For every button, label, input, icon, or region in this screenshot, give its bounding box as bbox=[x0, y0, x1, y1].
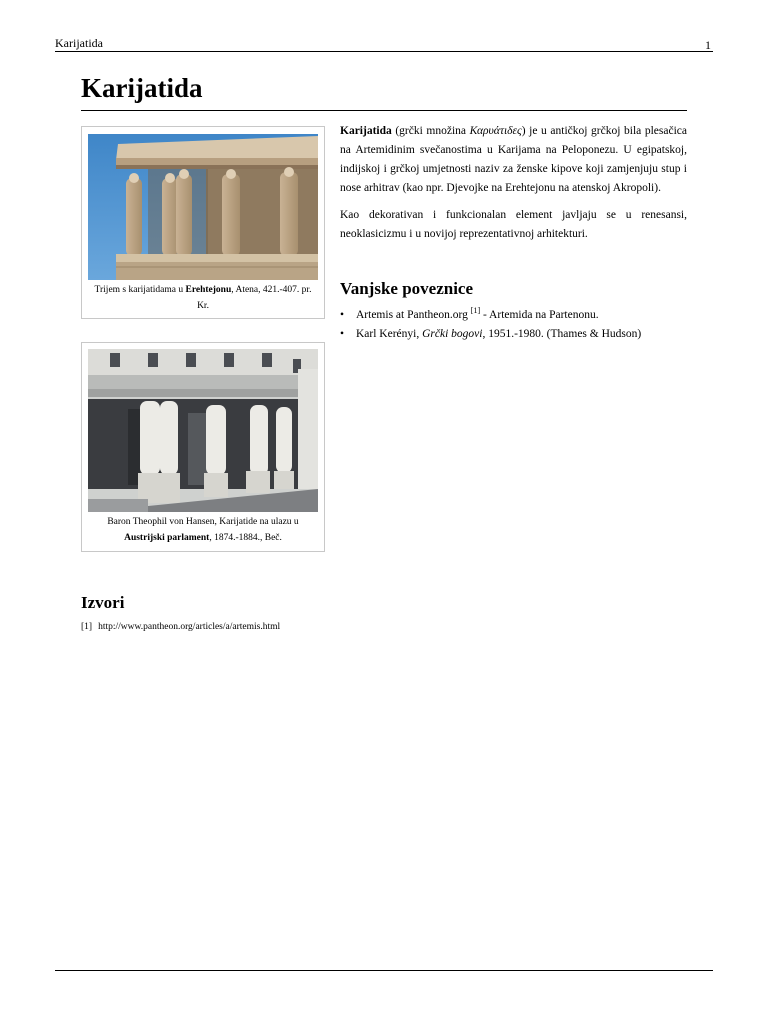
running-title: Karijatida bbox=[55, 36, 103, 50]
external-links-list bbox=[340, 306, 687, 344]
greek-term: Καρυάτιδες bbox=[469, 125, 522, 137]
erechtheion-photo[interactable] bbox=[88, 134, 318, 280]
book-title: Grčki bogovi bbox=[422, 328, 483, 340]
figure-caption bbox=[82, 280, 324, 318]
reference-url-link[interactable]: http://www.pantheon.org/articles/a/artemis.html bbox=[98, 622, 281, 632]
reference-link[interactable]: [1] bbox=[470, 306, 481, 315]
caption-text: Baron Theophil von Hansen, Karijatide na ulazu u bbox=[107, 517, 299, 527]
intro-paragraph bbox=[340, 122, 687, 198]
section-heading-sources: Izvori bbox=[81, 593, 125, 612]
austrian-parliament-photo[interactable] bbox=[88, 349, 318, 512]
caption-link-erechtheion[interactable]: Erehtejonu bbox=[185, 285, 232, 295]
title-divider bbox=[81, 110, 687, 111]
page-number: 1 bbox=[705, 38, 711, 52]
list-item-text: - Artemida na Partenonu. bbox=[480, 309, 599, 321]
article-body bbox=[340, 122, 687, 252]
figure-austrian-parliament bbox=[81, 342, 325, 552]
caption-text: , 1874.-1884., Beč. bbox=[209, 533, 282, 543]
footer-divider bbox=[55, 970, 713, 971]
caption-text: , Atena, 421.-407. pr. Kr. bbox=[197, 285, 312, 311]
section-heading-external-links: Vanjske poveznice bbox=[340, 279, 474, 298]
list-item bbox=[340, 306, 687, 325]
intro-text: (grčki množina bbox=[391, 125, 470, 137]
list-item-text: Karl Kerényi, bbox=[356, 328, 423, 340]
caption-link-austrian-parliament[interactable]: Austrijski parlament bbox=[124, 533, 210, 543]
figure-caption bbox=[82, 512, 324, 550]
reference-number: [1] bbox=[81, 622, 93, 632]
caption-text: Trijem s karijatidama u bbox=[94, 285, 186, 295]
page-title: Karijatida bbox=[81, 73, 203, 103]
intro-term: Karijatida bbox=[340, 125, 392, 137]
references-list bbox=[81, 620, 280, 634]
list-item bbox=[340, 325, 687, 344]
running-header bbox=[55, 35, 713, 52]
second-paragraph: Kao dekorativan i funkcionalan element javljaju se u renesansi, neoklasicizmu i u novijoj reprezentativnoj arhitekturi. bbox=[340, 209, 687, 240]
external-link-pantheon[interactable]: Artemis at Pantheon.org bbox=[356, 309, 471, 321]
figure-erechtheion bbox=[81, 126, 325, 319]
list-item-text: , 1951.-1980. (Thames & Hudson) bbox=[482, 328, 642, 340]
intro-text: ) je u antičkoj grčkoj bila plesačica na Artemidinim svečanostima u Karijama na Peloponezu. U egipatskoj, indijskoj i grčkoj umjetnosti naziv za ženske kipove koji zamjenjuju stup i nose arhitrav (kao npr. Djevojke na Erehtejonu na atenskoj Akropoli). bbox=[340, 125, 688, 194]
